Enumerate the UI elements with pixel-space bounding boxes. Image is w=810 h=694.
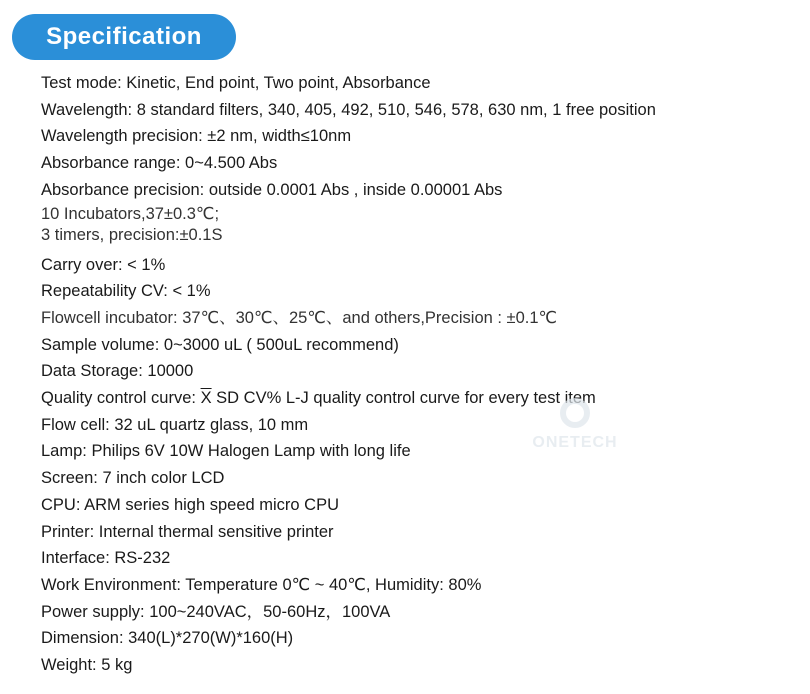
section-title: Specification	[46, 23, 202, 50]
spec-absorbance-precision: Absorbance precision: outside 0.0001 Abs , inside 0.00001 Abs	[41, 180, 503, 199]
watermark	[525, 398, 625, 452]
spec-quality-control	[41, 385, 801, 412]
section-title-badge	[12, 14, 236, 60]
spec-flowcell-incubator: Flowcell incubator: 37℃、30℃、25℃、and others,Precision : ±0.1℃	[41, 308, 558, 327]
spec-printer: Printer: Internal thermal sensitive printer	[41, 522, 334, 541]
spec-incubators: 10 Incubators,37±0.3℃;	[41, 204, 220, 223]
spec-flow-cell: Flow cell: 32 uL quartz glass, 10 mm	[41, 415, 309, 434]
qc-prefix: Quality control curve:	[41, 389, 201, 408]
spec-weight: Weight: 5 kg	[41, 656, 133, 675]
spec-test-mode: Test mode: Kinetic, End point, Two point, Absorbance	[41, 74, 431, 92]
spec-dimension: Dimension: 340(L)*270(W)*160(H)	[41, 629, 294, 648]
spec-screen: Screen: 7 inch color LCD	[41, 469, 225, 488]
spec-repeatability: Repeatability CV: < 1%	[41, 282, 211, 301]
spec-wavelength-precision: Wavelength precision: ±2 nm, width≤10nm	[41, 127, 352, 146]
qc-suffix: SD CV% L-J quality control curve for every test item	[211, 389, 596, 408]
spec-interface: Interface: RS-232	[41, 549, 171, 568]
spec-sample-volume: Sample volume: 0~3000 uL ( 500uL recommend)	[41, 335, 399, 354]
spec-power-supply: Power supply: 100~240VAC，50-60Hz，100VA	[41, 602, 391, 621]
spec-lamp: Lamp: Philips 6V 10W Halogen Lamp with long life	[41, 442, 411, 461]
spec-carry-over: Carry over: < 1%	[41, 255, 166, 274]
spec-work-environment: Work Environment: Temperature 0℃ ~ 40℃, Humidity: 80%	[41, 575, 482, 594]
watermark-text: ONETECH	[532, 434, 618, 451]
spec-data-storage: Data Storage: 10000	[41, 362, 194, 381]
spec-cpu: CPU: ARM series high speed micro CPU	[41, 495, 340, 514]
x-bar-symbol: $\overline{X}$	[200, 389, 212, 408]
specification-list	[41, 70, 801, 679]
spec-absorbance-range: Absorbance range: 0~4.500 Abs	[41, 154, 278, 173]
spec-timers: 3 timers, precision:±0.1S	[41, 225, 223, 244]
watermark-logo-icon	[560, 398, 590, 428]
spec-wavelength: Wavelength: 8 standard filters, 340, 405, 492, 510, 546, 578, 630 nm, 1 free position	[41, 100, 656, 119]
